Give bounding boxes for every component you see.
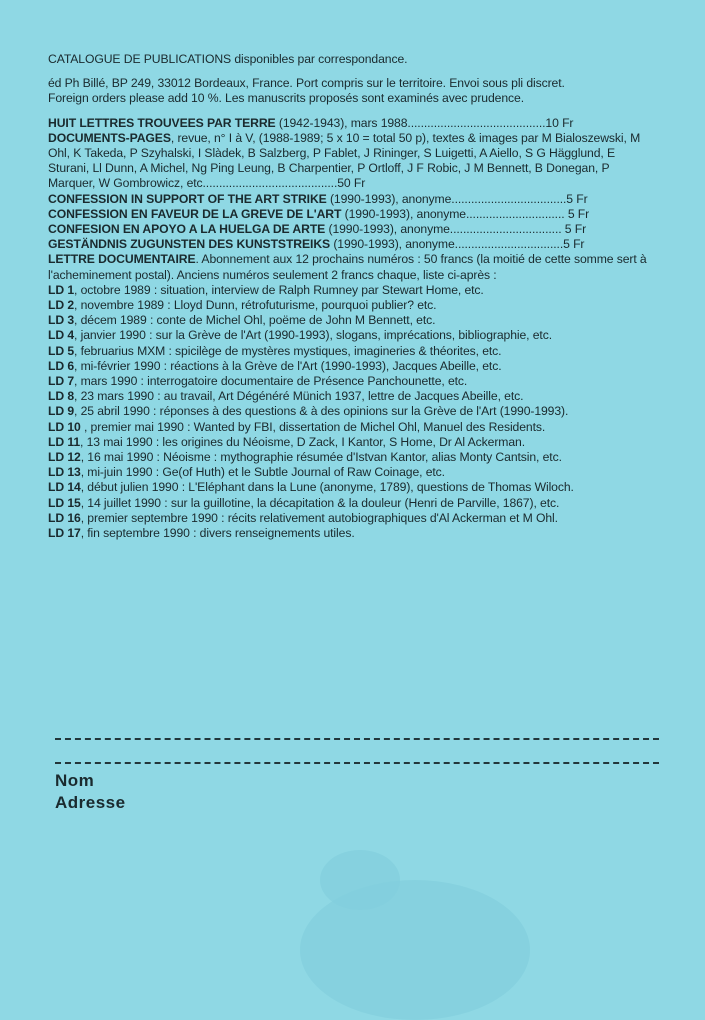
issue-entry [48, 283, 658, 298]
issue-number: LD 11 [48, 434, 81, 449]
publication-title: CONFESSION IN SUPPORT OF THE ART STRIKE [48, 191, 327, 206]
issue-number: LD 3 [48, 313, 75, 328]
issue-description: , premier septembre 1990 : récits relativement autobiographiques d'Al Ackerman et M Ohl. [80, 510, 558, 525]
issue-description: , premier mai 1990 : Wanted by FBI, dissertation de Michel Ohl, Manuel des Residents. [80, 419, 546, 434]
issue-entry [48, 465, 658, 480]
publication-title: GESTÄNDNIS ZUGUNSTEN DES KUNSTSTREIKS [48, 237, 331, 252]
publication-details: (1990-1993), anonyme...................................5 Fr [326, 191, 588, 206]
issue-number: LD 12 [48, 450, 81, 465]
issue-entry [48, 496, 658, 511]
issue-entry [48, 511, 658, 526]
issue-number: LD 16 [48, 510, 81, 525]
publication-details: . Abonnement aux 12 prochains numéros : 50 francs (la moitié de cette somme sert à l'acheminement postal). Anciens numéros seulement 2 francs chaque, liste ci-après : [48, 252, 647, 282]
publication-details: (1990-1993), anonyme.................................5 Fr [330, 237, 585, 252]
publication-list [48, 116, 658, 283]
issue-description: , mi-février 1990 : réactions à la Grève de l'Art (1990-1993), Jacques Abeille, etc. [74, 358, 502, 373]
publication-entry [48, 192, 658, 207]
issue-entry [48, 344, 658, 359]
form-line[interactable] [55, 762, 659, 764]
publication-details: (1990-1993), anonyme.................................. 5 Fr [325, 222, 587, 237]
issue-entry [48, 359, 658, 374]
issue-number: LD 17 [48, 526, 81, 541]
issue-number: LD 15 [48, 495, 81, 510]
issue-description: , februarius MXM : spicilège de mystères mystiques, imagineries & théorites, etc. [74, 343, 502, 358]
issue-description: , 13 mai 1990 : les origines du Néoisme, D Zack, I Kantor, S Home, Dr Al Ackerman. [80, 434, 525, 449]
issue-entry [48, 298, 658, 313]
adresse-label: Adresse [55, 793, 126, 812]
issue-number: LD 14 [48, 480, 81, 495]
catalogue-subtitle: disponibles par correspondance. [231, 52, 408, 66]
publication-title: CONFESION EN APOYO A LA HUELGA DE ARTE [48, 222, 326, 237]
issue-number: LD 9 [48, 404, 75, 419]
issue-entry [48, 435, 658, 450]
issue-entry [48, 389, 658, 404]
issue-number: LD 10 [48, 419, 81, 434]
issue-description: , 14 juillet 1990 : sur la guillotine, la décapitation & la douleur (Henri de Parville, 1867), etc. [80, 495, 560, 510]
issue-description: , novembre 1989 : Lloyd Dunn, rétrofuturisme, pourquoi publier? etc. [74, 298, 437, 313]
issue-description: , janvier 1990 : sur la Grève de l'Art (1990-1993), slogans, imprécations, bibliographie, etc. [74, 328, 552, 343]
publication-details: , revue, n° I à V, (1988-1989; 5 x 10 = total 50 p), textes & images par M Bialoszewski, M Ohl, K Takeda, P Szyhalski, I Slàdek, B Salzberg, P Fablet, J Rininger, S Luigetti, A Aiello, S G Hägglund, E Sturani, Ll Dunn, A Michel, Ng Ping Leung, B Charpentier, P Ortloff, J F Robic, J M Bennett, B Donegan, P Marquer, W Gombrowicz, etc.........................................50 Fr [48, 130, 641, 191]
issue-number: LD 7 [48, 374, 75, 389]
issue-number: LD 5 [48, 343, 75, 358]
issue-description: , 25 abril 1990 : réponses à des questions & à des opinions sur la Grève de l'Art (1990-1993). [74, 404, 569, 419]
publication-entry [48, 237, 658, 252]
publication-title: LETTRE DOCUMENTAIRE [48, 252, 196, 267]
issue-entry [48, 404, 658, 419]
publication-details: (1942-1943), mars 1988..........................................10 Fr [275, 115, 574, 130]
issue-number: LD 2 [48, 298, 75, 313]
issue-description: , mi-juin 1990 : Ge(of Huth) et le Subtle Journal of Raw Coinage, etc. [80, 465, 445, 480]
address-line: Foreign orders please add 10 %. Les manuscrits proposés sont examinés avec prudence. [48, 91, 524, 106]
issue-entry [48, 420, 658, 435]
issue-description: , octobre 1989 : situation, interview de Ralph Rumney par Stewart Home, etc. [74, 282, 484, 297]
issue-description: , décem 1989 : conte de Michel Ohl, poëme de John M Bennett, etc. [74, 313, 436, 328]
publication-entry [48, 131, 658, 192]
paper-stain [320, 850, 400, 910]
issue-description: , mars 1990 : interrogatoire documentaire de Présence Panchounette, etc. [74, 374, 468, 389]
catalogue-heading [48, 52, 658, 67]
address-line: éd Ph Billé, BP 249, 33012 Bordeaux, France. Port compris sur le territoire. Envoi sous pli discret. [48, 76, 565, 91]
publication-title: DOCUMENTS-PAGES [48, 130, 171, 145]
publication-entry [48, 222, 658, 237]
publication-entry [48, 252, 658, 282]
issue-number: LD 1 [48, 282, 75, 297]
issue-number: LD 13 [48, 465, 81, 480]
issue-entry [48, 313, 658, 328]
issue-number: LD 8 [48, 389, 75, 404]
issue-entry [48, 480, 658, 495]
issue-entry [48, 328, 658, 343]
issue-number: LD 4 [48, 328, 75, 343]
order-form [55, 738, 665, 814]
issue-description: , 23 mars 1990 : au travail, Art Dégénéré Münich 1937, lettre de Jacques Abeille, etc. [74, 389, 524, 404]
publication-details: (1990-1993), anonyme.............................. 5 Fr [341, 206, 590, 221]
publication-title: CONFESSION EN FAVEUR DE LA GREVE DE L'ART [48, 206, 342, 221]
issue-description: , fin septembre 1990 : divers renseignements utiles. [80, 526, 355, 541]
issue-number: LD 6 [48, 358, 75, 373]
publication-entry [48, 116, 658, 131]
form-line[interactable] [55, 738, 659, 740]
catalogue-title: CATALOGUE DE PUBLICATIONS [48, 52, 232, 66]
nom-label: Nom [55, 771, 95, 790]
publication-entry [48, 207, 658, 222]
issue-entry [48, 374, 658, 389]
issue-description: , début julien 1990 : L'Eléphant dans la Lune (anonyme, 1789), questions de Thomas Wiloch. [80, 480, 574, 495]
issue-list [48, 283, 658, 541]
publication-title: HUIT LETTRES TROUVEES PAR TERRE [48, 115, 276, 130]
issue-description: , 16 mai 1990 : Néoisme : mythographie résumée d'Istvan Kantor, alias Monty Cantsin, etc. [80, 450, 562, 465]
issue-entry [48, 450, 658, 465]
issue-entry [48, 526, 658, 541]
catalogue-text [48, 52, 658, 541]
